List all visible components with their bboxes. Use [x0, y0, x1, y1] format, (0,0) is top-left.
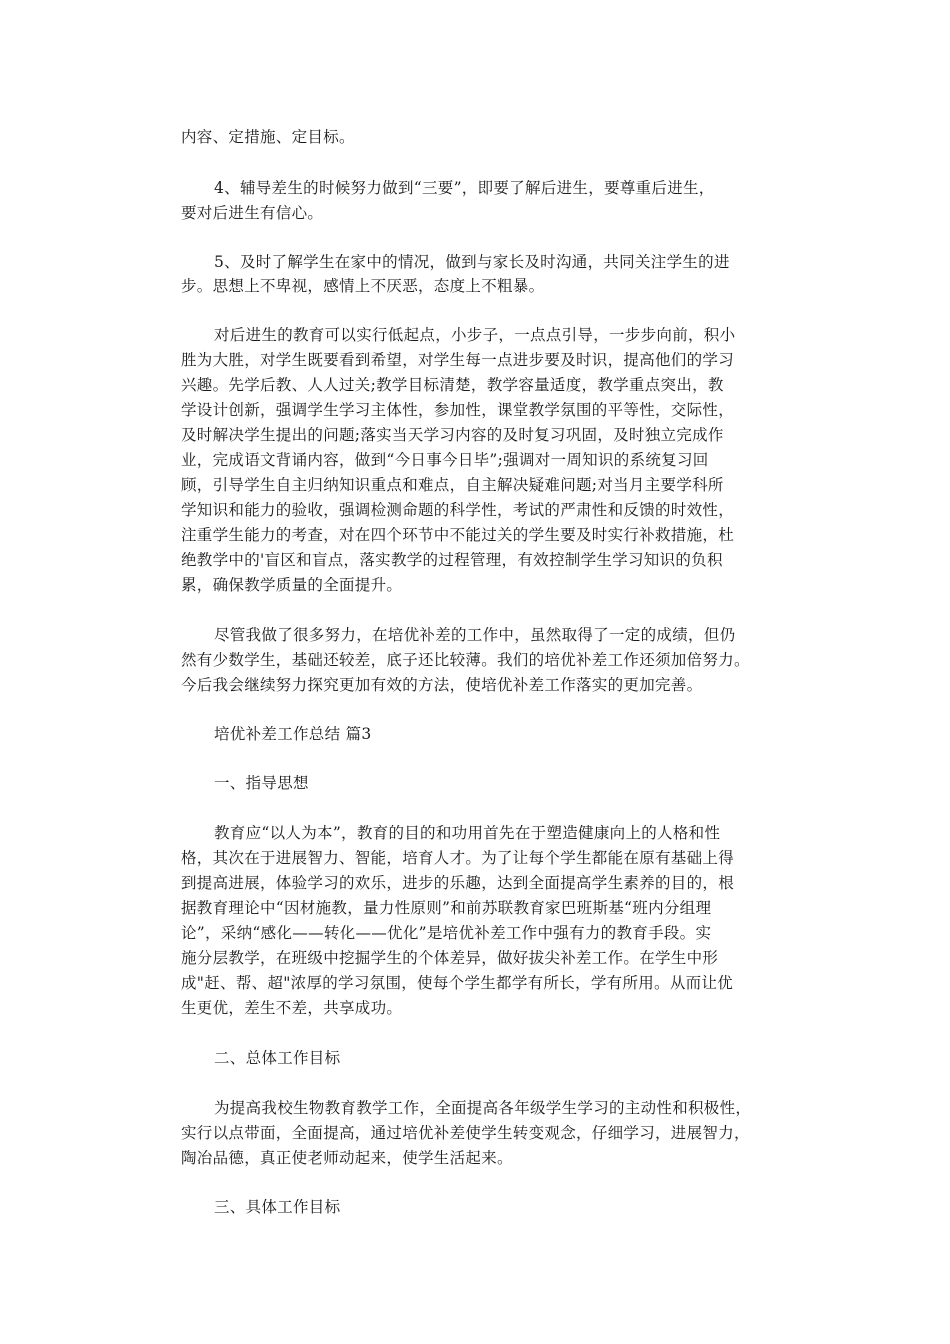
- text-line: 今后我会继续努力探究更加有效的方法，使培优补差工作落实的更加完善。: [181, 676, 703, 694]
- text-line: 成"赶、帮、超"浓厚的学习氛围，使每个学生都学有所长，学有所用。从而让优: [181, 974, 734, 992]
- text-line: 步。思想上不卑视，感情上不厌恶，态度上不粗暴。: [181, 277, 545, 295]
- section-heading: 培优补差工作总结 篇3: [214, 725, 372, 743]
- text-line: 累，确保教学质量的全面提升。: [181, 576, 403, 594]
- text-line: 陶冶品德，真正使老师动起来，使学生活起来。: [181, 1149, 513, 1167]
- text-line: 注重学生能力的考查，对在四个环节中不能过关的学生要及时实行补救措施，杜: [181, 526, 735, 544]
- text-line: 实行以点带面，全面提高，通过培优补差使学生转变观念，仔细学习，进展智力，: [181, 1124, 750, 1142]
- text-line: 然有少数学生，基础还较差，底子还比较薄。我们的培优补差工作还须加倍努力。: [181, 651, 750, 669]
- text-line: 5、及时了解学生在家中的情况，做到与家长及时沟通，共同关注学生的进: [214, 253, 730, 271]
- text-line: 4、辅导差生的时候努力做到“三要”，即要了解后进生，要尊重后进生，: [214, 179, 715, 197]
- text-line: 兴趣。先学后教、人人过关;教学目标清楚，教学容量适度，教学重点突出，教: [181, 376, 724, 394]
- text-line: 顾，引导学生自主归纳知识重点和难点，自主解决疑难问题;对当月主要学科所: [181, 476, 724, 494]
- text-line: 学设计创新，强调学生学习主体性，参加性，课堂教学氛围的平等性，交际性，: [181, 401, 735, 419]
- text-line: 内容、定措施、定目标。: [181, 128, 355, 146]
- text-line: 生更优，差生不差，共享成功。: [181, 999, 403, 1017]
- text-line: 要对后进生有信心。: [181, 204, 324, 222]
- text-line: 为提高我校生物教育教学工作，全面提高各年级学生学习的主动性和积极性，: [214, 1099, 752, 1117]
- text-line: 绝教学中的'盲区和盲点，落实教学的过程管理，有效控制学生学习知识的负积: [181, 551, 723, 569]
- text-line: 及时解决学生提出的问题;落实当天学习内容的及时复习巩固，及时独立完成作: [181, 426, 724, 444]
- section-heading: 二、总体工作目标: [214, 1049, 341, 1067]
- text-line: 据教育理论中“因材施教，量力性原则”和前苏联教育家巴班斯基“班内分组理: [181, 899, 712, 917]
- text-line: 尽管我做了很多努力，在培优补差的工作中，虽然取得了一定的成绩，但仍: [214, 626, 736, 644]
- text-line: 论”，采纳“感化——转化——优化”是培优补差工作中强有力的教育手段。实: [181, 924, 712, 942]
- text-line: 到提高进展，体验学习的欢乐，进步的乐趣，达到全面提高学生素养的目的，根: [181, 874, 735, 892]
- text-line: 业，完成语文背诵内容，做到“今日事今日毕”;强调对一周知识的系统复习回: [181, 451, 709, 469]
- section-heading: 三、具体工作目标: [214, 1198, 341, 1216]
- text-line: 格，其次在于进展智力、智能，培育人才。为了让每个学生都能在原有基础上得: [181, 849, 735, 867]
- text-line: 胜为大胜，对学生既要看到希望，对学生每一点进步要及时识，提高他们的学习: [181, 351, 735, 369]
- text-line: 对后进生的教育可以实行低起点，小步子，一点点引导，一步步向前，积小: [214, 326, 736, 344]
- text-line: 教育应“以人为本”，教育的目的和功用首先在于塑造健康向上的人格和性: [214, 824, 721, 842]
- text-line: 学知识和能力的验收，强调检测命题的科学性，考试的严肃性和反馈的时效性，: [181, 501, 735, 519]
- text-line: 施分层教学，在班级中挖掘学生的个体差异，做好拔尖补差工作。在学生中形: [181, 949, 719, 967]
- section-heading: 一、指导思想: [214, 774, 309, 792]
